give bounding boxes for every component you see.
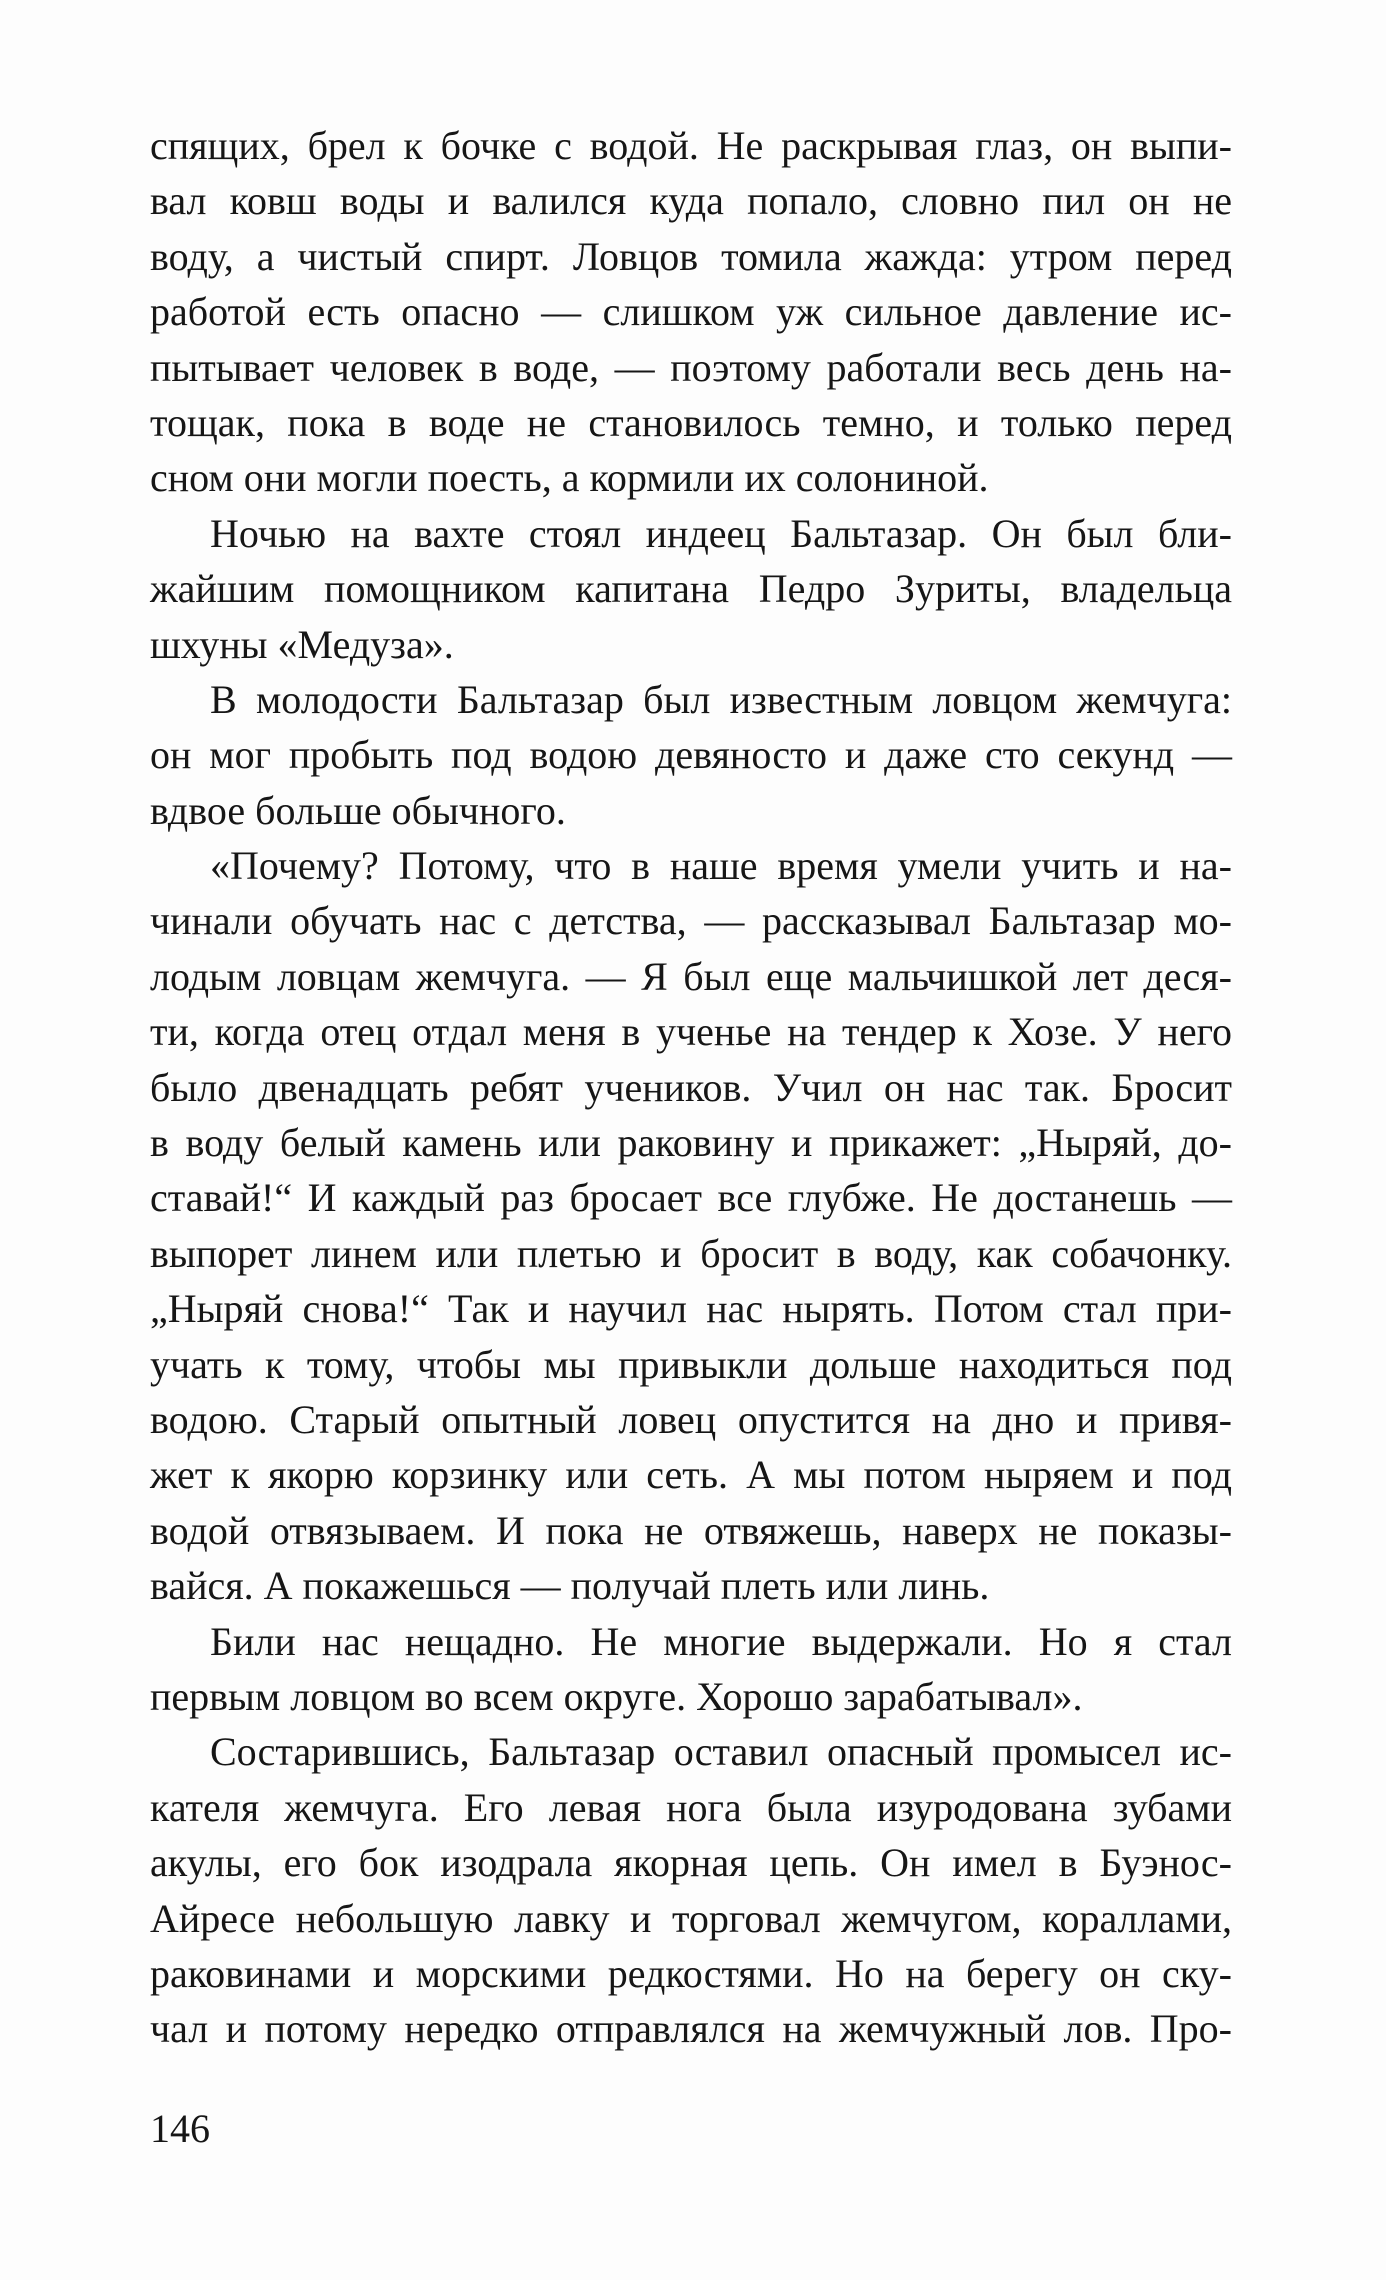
- text-line: „Ныряй снова!“ Так и научил нас нырять. Потом стал при-: [150, 1286, 1232, 1332]
- text-line: учать к тому, чтобы мы привыкли дольше находиться под: [150, 1341, 1232, 1387]
- text-line: пытывает человек в воде, — поэтому работали весь день на-: [150, 344, 1232, 390]
- paragraph: [150, 118, 1232, 506]
- text-line: жайшим помощником капитана Педро Зуриты, владельца: [150, 566, 1232, 612]
- text-line: воду, а чистый спирт. Ловцов томила жажда: утром перед: [150, 233, 1232, 279]
- text-line: работой есть опасно — слишком уж сильное давление ис-: [150, 289, 1232, 335]
- text-line: чал и потому нередко отправлялся на жемчужный лов. Про-: [150, 2006, 1232, 2052]
- text-line: Ночью на вахте стоял индеец Бальтазар. Он был бли-: [210, 510, 1232, 556]
- text-line: раковинами и морскими редкостями. Но на берегу он ску-: [150, 1950, 1232, 1996]
- text-line: кателя жемчуга. Его левая нога была изуродована зубами: [150, 1784, 1232, 1830]
- text-line: ставай!“ И каждый раз бросает все глубже. Не достанешь —: [150, 1175, 1232, 1221]
- text-line: чинали обучать нас с детства, — рассказывал Бальтазар мо-: [150, 898, 1232, 944]
- text-line: в воду белый камень или раковину и прикажет: „Ныряй, до-: [150, 1120, 1232, 1166]
- text-line: вдвое больше обычного.: [150, 787, 566, 833]
- paragraph: [150, 1724, 1232, 2056]
- text-line: В молодости Бальтазар был известным ловцом жемчуга:: [210, 676, 1232, 722]
- text-line: вайся. А покажешься — получай плеть или линь.: [150, 1563, 990, 1609]
- paragraph: [150, 838, 1232, 1613]
- text-line: акулы, его бок изодрала якорная цепь. Он имел в Буэнос-: [150, 1840, 1232, 1886]
- body-text: [150, 118, 1232, 2057]
- text-line: сном они могли поесть, а кормили их солониной.: [150, 455, 989, 501]
- text-line: Состарившись, Бальтазар оставил опасный промысел ис-: [210, 1729, 1232, 1775]
- text-line: Айресе небольшую лавку и торговал жемчугом, кораллами,: [150, 1895, 1232, 1941]
- paragraph: [150, 506, 1232, 672]
- text-line: ти, когда отец отдал меня в ученье на тендер к Хозе. У него: [150, 1009, 1232, 1055]
- page-number: 146: [150, 2106, 210, 2151]
- text-line: Били нас нещадно. Не многие выдержали. Но я стал: [210, 1618, 1232, 1664]
- paragraph: [150, 1614, 1232, 1725]
- text-line: тощак, пока в воде не становилось темно, и только перед: [150, 399, 1232, 445]
- text-line: шхуны «Медуза».: [150, 621, 454, 667]
- text-line: лодым ловцам жемчуга. — Я был еще мальчишкой лет деся-: [150, 953, 1232, 999]
- text-line: было двенадцать ребят учеников. Учил он нас так. Бросит: [150, 1064, 1232, 1110]
- text-line: вал ковш воды и валился куда попало, словно пил он не: [150, 178, 1232, 224]
- text-line: он мог пробыть под водою девяносто и даже сто секунд —: [150, 732, 1232, 778]
- text-line: спящих, брел к бочке с водой. Не раскрывая глаз, он выпи-: [150, 123, 1232, 168]
- text-line: первым ловцом во всем округе. Хорошо зарабатывал».: [150, 1673, 1083, 1719]
- text-line: водою. Старый опытный ловец опустится на дно и привя-: [150, 1396, 1232, 1442]
- text-line: «Почему? Потому, что в наше время умели учить и на-: [210, 843, 1232, 889]
- text-line: жет к якорю корзинку или сеть. А мы потом ныряем и под: [150, 1452, 1232, 1498]
- text-line: выпорет линем или плетью и бросит в воду, как собачонку.: [150, 1230, 1232, 1276]
- text-line: водой отвязываем. И пока не отвяжешь, наверх не показы-: [150, 1507, 1232, 1553]
- paragraph: [150, 672, 1232, 838]
